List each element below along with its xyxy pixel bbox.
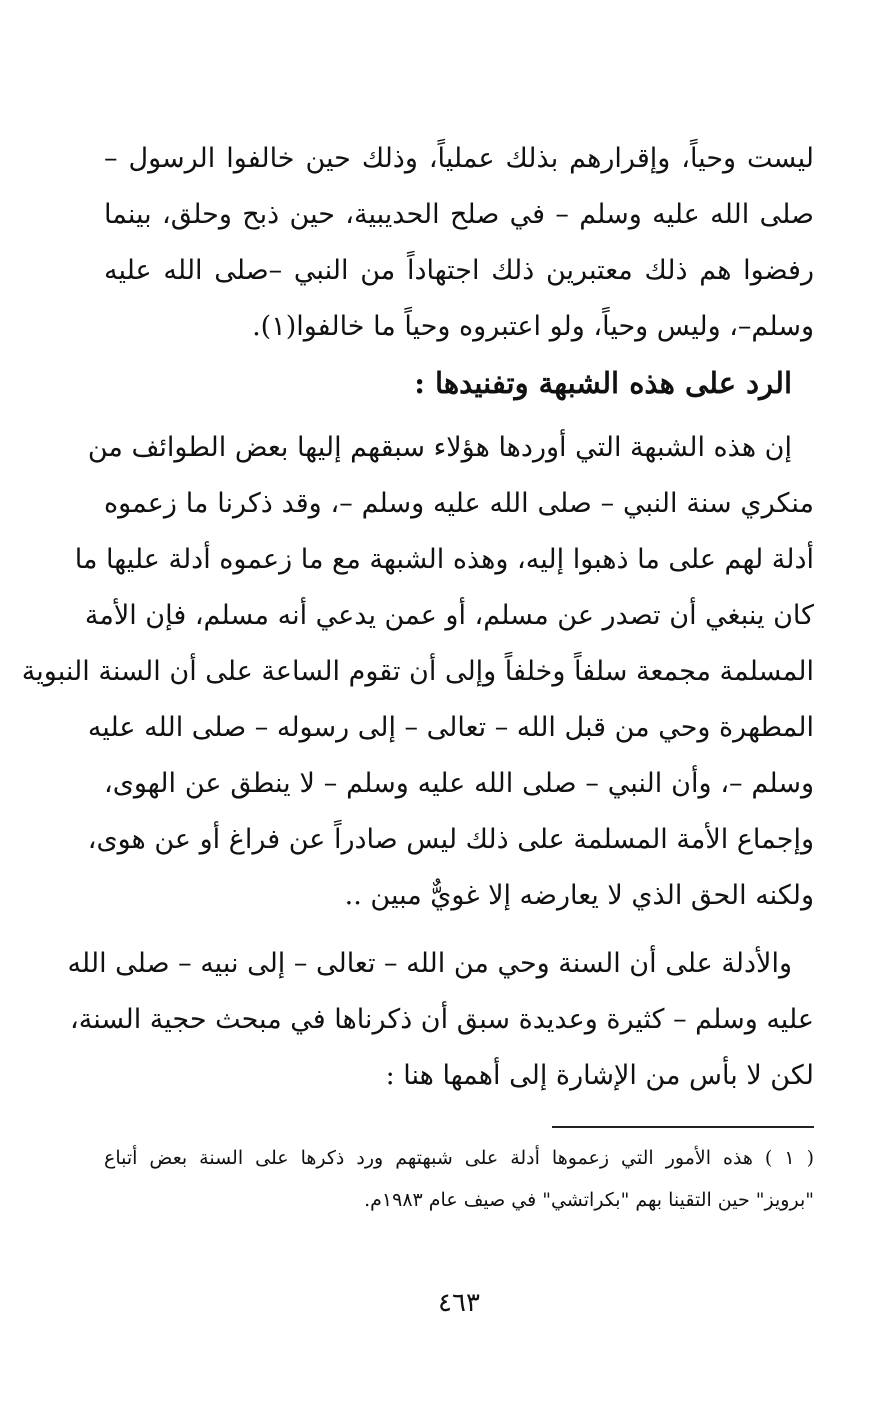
body-line: المطهرة وحي من قبل الله – تعالى – إلى رسوله – صلى الله عليه <box>87 712 814 743</box>
body-line: ولكنه الحق الذي لا يعارضه إلا غويٌّ مبين .. <box>344 880 814 911</box>
body-line: عليه وسلم – كثيرة وعديدة سبق أن ذكرناها في مبحث حجية السنة، <box>70 1004 814 1035</box>
body-line: منكري سنة النبي – صلى الله عليه وسلم –، وقد ذكرنا ما زعموه <box>104 488 814 519</box>
body-line: إن هذه الشبهة التي أوردها هؤلاء سبقهم إليها بعض الطوائف من <box>87 432 792 463</box>
body-line: رفضوا هم ذلك معتبرين ذلك اجتهاداً من النبي –صلى الله عليه <box>104 255 814 286</box>
page-number: ٤٦٣ <box>438 1288 480 1318</box>
footnote-line: "برويز" حين التقينا بهم "بكراتشي" في صيف عام ١٩٨٣م. <box>364 1189 814 1211</box>
footnote-separator <box>552 1126 814 1128</box>
footnote-line: ( ١ ) هذه الأمور التي زعموها أدلة على شبهتهم ورد ذكرها على السنة بعض أتباع <box>104 1147 814 1169</box>
body-line: وإجماع الأمة المسلمة على ذلك ليس صادراً عن فراغ أو عن هوى، <box>87 824 814 855</box>
body-line: وسلم –، وأن النبي – صلى الله عليه وسلم – لا ينطق عن الهوى، <box>104 768 814 799</box>
body-line: المسلمة مجمعة سلفاً وخلفاً وإلى أن تقوم الساعة على أن السنة النبوية <box>21 656 814 687</box>
body-line: صلى الله عليه وسلم – في صلح الحديبية، حين ذبح وحلق، بينما <box>104 199 814 230</box>
book-page <box>21 0 814 1425</box>
section-heading: الرد على هذه الشبهة وتفنيدها : <box>414 366 792 400</box>
body-line: أدلة لهم على ما ذهبوا إليه، وهذه الشبهة مع ما زعموه أدلة عليها ما <box>74 544 814 575</box>
body-line: والأدلة على أن السنة وحي من الله – تعالى – إلى نبيه – صلى الله <box>67 948 792 979</box>
body-line: ليست وحياً، وإقرارهم بذلك عملياً، وذلك حين خالفوا الرسول – <box>104 143 814 174</box>
body-line: وسلم–، وليس وحياً، ولو اعتبروه وحياً ما خالفوا(١). <box>252 311 814 342</box>
body-line: لكن لا بأس من الإشارة إلى أهمها هنا : <box>385 1060 814 1091</box>
body-line: كان ينبغي أن تصدر عن مسلم، أو عمن يدعي أنه مسلم، فإن الأمة <box>84 600 814 631</box>
